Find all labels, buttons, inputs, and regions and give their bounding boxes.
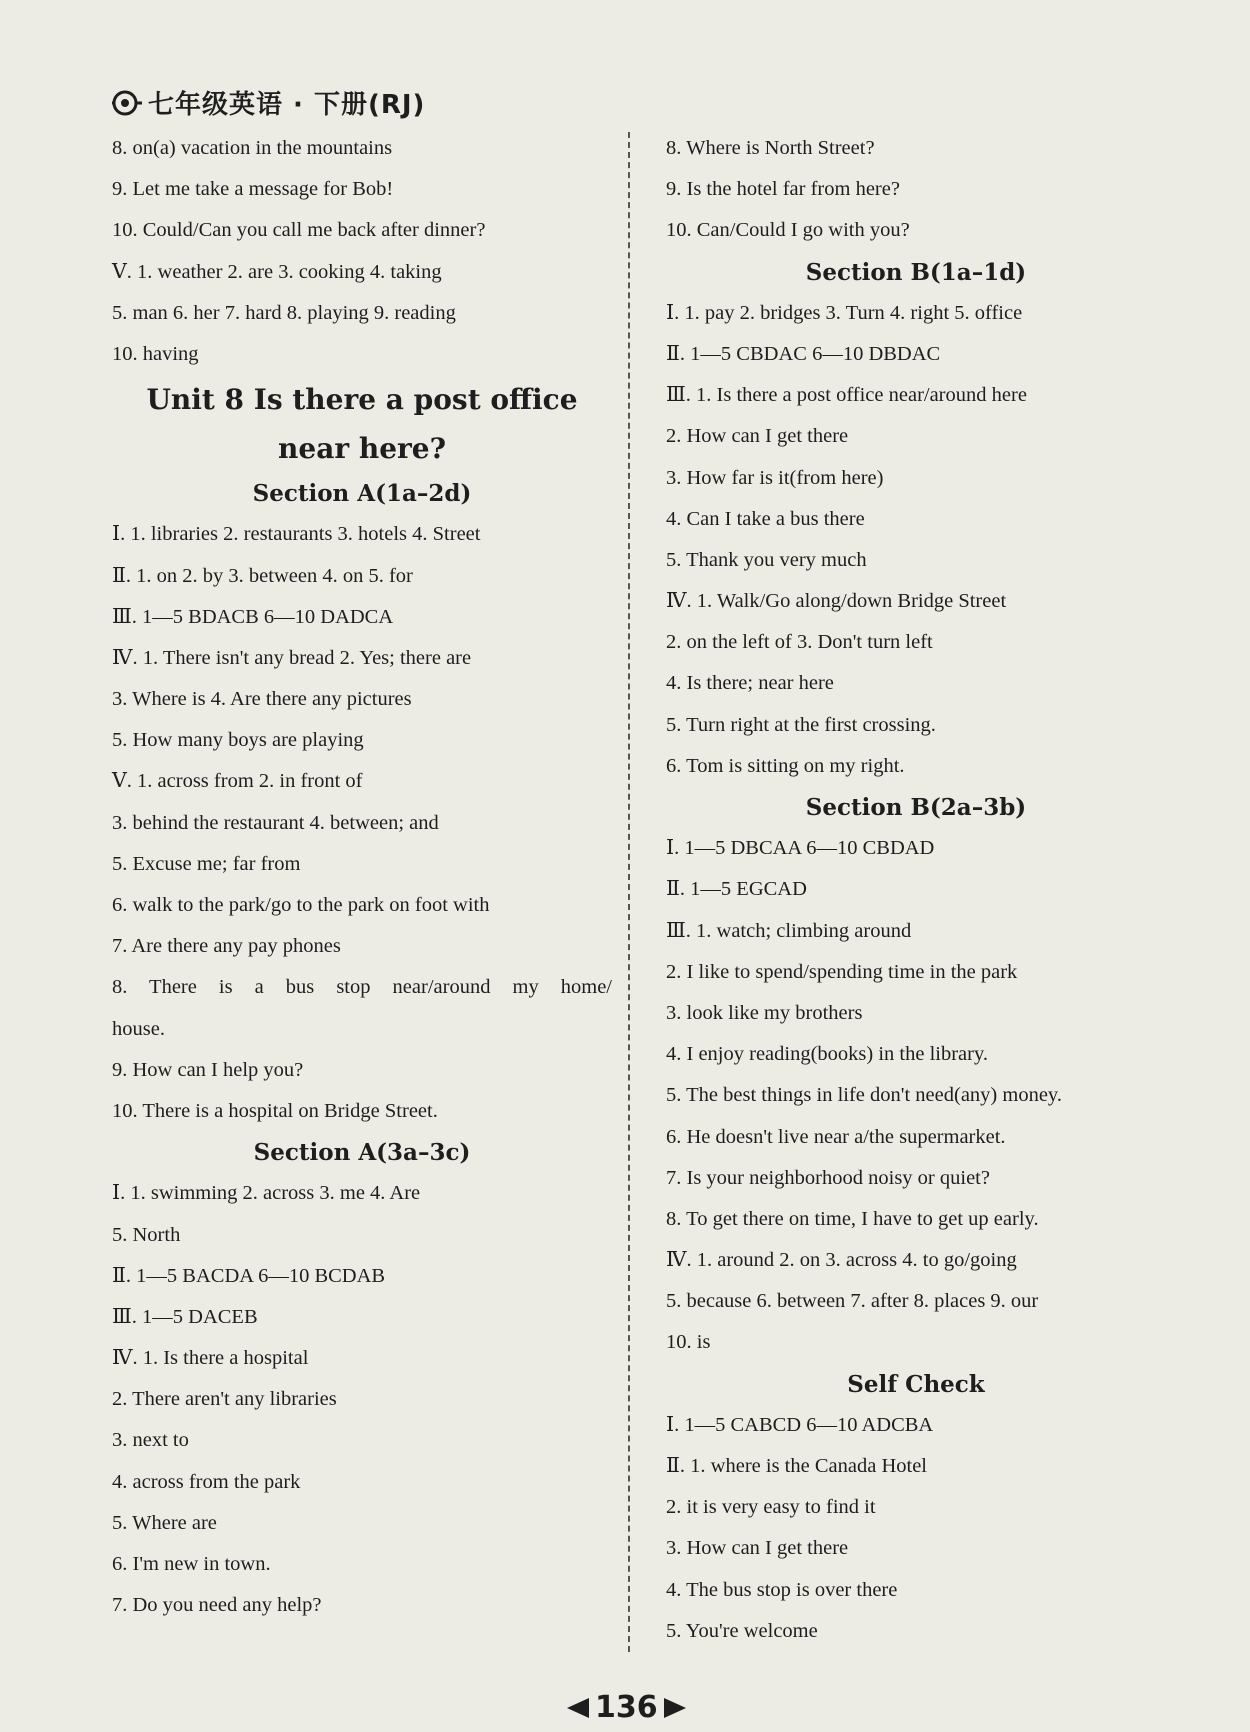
answer-line: 4. Can I take a bus there <box>666 507 865 530</box>
answer-line: 9. Is the hotel far from here? <box>666 178 900 201</box>
answer-line: 5. How many boys are playing <box>112 729 364 752</box>
left-arrow-icon <box>565 1697 591 1719</box>
answer-line: 3. look like my brothers <box>666 1001 863 1024</box>
answer-line: 7. Do you need any help? <box>112 1594 322 1617</box>
answer-line: Ⅰ. 1. swimming 2. across 3. me 4. Are <box>112 1182 421 1205</box>
answer-line: 3. How far is it(from here) <box>666 466 884 489</box>
answer-line: Ⅰ. 1. pay 2. bridges 3. Turn 4. right 5. office <box>666 301 1023 324</box>
answer-line: 5. man 6. her 7. hard 8. playing 9. reading <box>112 301 456 324</box>
page-footer <box>565 1690 688 1725</box>
answer-line: Ⅰ. 1. libraries 2. restaurants 3. hotels 4. Street <box>112 523 481 546</box>
answer-line: 5. Where are <box>112 1511 217 1534</box>
answer-line: 4. Is there; near here <box>666 672 834 695</box>
answer-line: 6. He doesn't live near a/the supermarket. <box>666 1125 1006 1148</box>
answer-line: 10. is <box>666 1331 711 1354</box>
page-number: 136 <box>595 1690 658 1725</box>
answer-line: 4. I enjoy reading(books) in the library. <box>666 1043 989 1066</box>
answer-line: 2. There aren't any libraries <box>112 1388 337 1411</box>
book-logo-icon <box>112 90 142 116</box>
answer-line: Ⅳ. 1. Walk/Go along/down Bridge Street <box>666 590 1007 613</box>
left-column <box>112 128 612 1626</box>
answer-line: 2. it is very easy to find it <box>666 1496 876 1519</box>
answer-line: Ⅲ. 1—5 DACEB <box>112 1305 258 1328</box>
answer-line: Ⅱ. 1. where is the Canada Hotel <box>666 1455 927 1477</box>
answer-line: Ⅰ. 1—5 DBCAA 6—10 CBDAD <box>666 837 935 860</box>
answer-line: Ⅳ. 1. Is there a hospital <box>112 1347 309 1370</box>
answer-line: Ⅰ. 1—5 CABCD 6—10 ADCBA <box>666 1413 934 1436</box>
answer-line: Ⅲ. 1. Is there a post office near/around here <box>666 384 1027 407</box>
page-header <box>112 84 425 121</box>
section-heading: Section A(1a–2d) <box>252 480 472 508</box>
answer-line: 2. I like to spend/spending time in the park <box>666 960 1018 983</box>
answer-line: 8. Where is North Street? <box>666 137 875 159</box>
answer-line: 5. Excuse me; far from <box>112 852 301 875</box>
answer-line: house. <box>112 1017 165 1040</box>
answer-line: 5. Thank you very much <box>666 548 867 571</box>
section-heading: Section A(3a–3c) <box>253 1139 471 1167</box>
right-arrow-icon <box>662 1697 688 1719</box>
answer-line: 10. having <box>112 342 199 365</box>
answer-line: 2. How can I get there <box>666 425 849 448</box>
answer-line: Ⅳ. 1. There isn't any bread 2. Yes; there are <box>112 646 472 669</box>
answer-line: 3. Where is 4. Are there any pictures <box>112 688 412 711</box>
answer-line: Ⅴ. 1. weather 2. are 3. cooking 4. taking <box>112 260 442 283</box>
answer-line: Ⅳ. 1. around 2. on 3. across 4. to go/going <box>666 1249 1017 1272</box>
answer-line: Ⅱ. 1—5 BACDA 6—10 BCDAB <box>112 1264 386 1287</box>
answer-line: Ⅴ. 1. across from 2. in front of <box>112 770 363 793</box>
answer-line: 9. How can I help you? <box>112 1058 304 1081</box>
section-heading: Section B(2a–3b) <box>805 794 1027 821</box>
answer-line: 3. next to <box>112 1429 189 1452</box>
answer-line: 3. How can I get there <box>666 1537 849 1560</box>
unit-title: Unit 8 Is there a post office near here? <box>146 383 578 466</box>
answer-line: Ⅱ. 1—5 CBDAC 6—10 DBDAC <box>666 342 941 365</box>
answer-line: 5. because 6. between 7. after 8. places 9. our <box>666 1290 1039 1313</box>
answer-line: 7. Is your neighborhood noisy or quiet? <box>666 1166 990 1189</box>
answer-line: 7. Are there any pay phones <box>112 935 341 958</box>
answer-line: Ⅱ. 1. on 2. by 3. between 4. on 5. for <box>112 564 413 587</box>
answer-line: 10. There is a hospital on Bridge Street. <box>112 1099 438 1122</box>
answer-line: 8. There is a bus stop near/around my home/ <box>112 976 612 999</box>
answer-line: Ⅲ. 1. watch; climbing around <box>666 919 912 942</box>
section-heading: Self Check <box>847 1370 985 1398</box>
answer-line: 5. North <box>112 1223 181 1246</box>
answer-line: 5. The best things in life don't need(any) money. <box>666 1084 1062 1107</box>
answer-line: 5. You're welcome <box>666 1619 818 1642</box>
answer-line: 3. behind the restaurant 4. between; and <box>112 811 439 834</box>
answer-line: Ⅱ. 1—5 EGCAD <box>666 878 807 901</box>
answer-line: 10. Can/Could I go with you? <box>666 219 910 242</box>
answer-line: 5. Turn right at the first crossing. <box>666 713 936 736</box>
answer-line: 2. on the left of 3. Don't turn left <box>666 631 933 654</box>
answer-line: 6. Tom is sitting on my right. <box>666 754 905 777</box>
right-column <box>666 128 1166 1652</box>
answer-line: 9. Let me take a message for Bob! <box>112 178 394 201</box>
page-title: 七年级英语 · 下册(RJ) <box>148 90 426 120</box>
answer-line: 8. on(a) vacation in the mountains <box>112 137 393 159</box>
answer-line: 6. walk to the park/go to the park on foot with <box>112 894 490 916</box>
answer-line: 6. I'm new in town. <box>112 1553 271 1575</box>
answer-line: 4. The bus stop is over there <box>666 1578 898 1601</box>
column-divider <box>628 132 630 1652</box>
answer-line: Ⅲ. 1—5 BDACB 6—10 DADCA <box>112 605 394 628</box>
answer-line: 4. across from the park <box>112 1470 301 1493</box>
answer-line: 8. To get there on time, I have to get up early. <box>666 1207 1039 1230</box>
section-heading: Section B(1a–1d) <box>805 258 1027 286</box>
answer-line: 10. Could/Can you call me back after dinner? <box>112 219 486 242</box>
